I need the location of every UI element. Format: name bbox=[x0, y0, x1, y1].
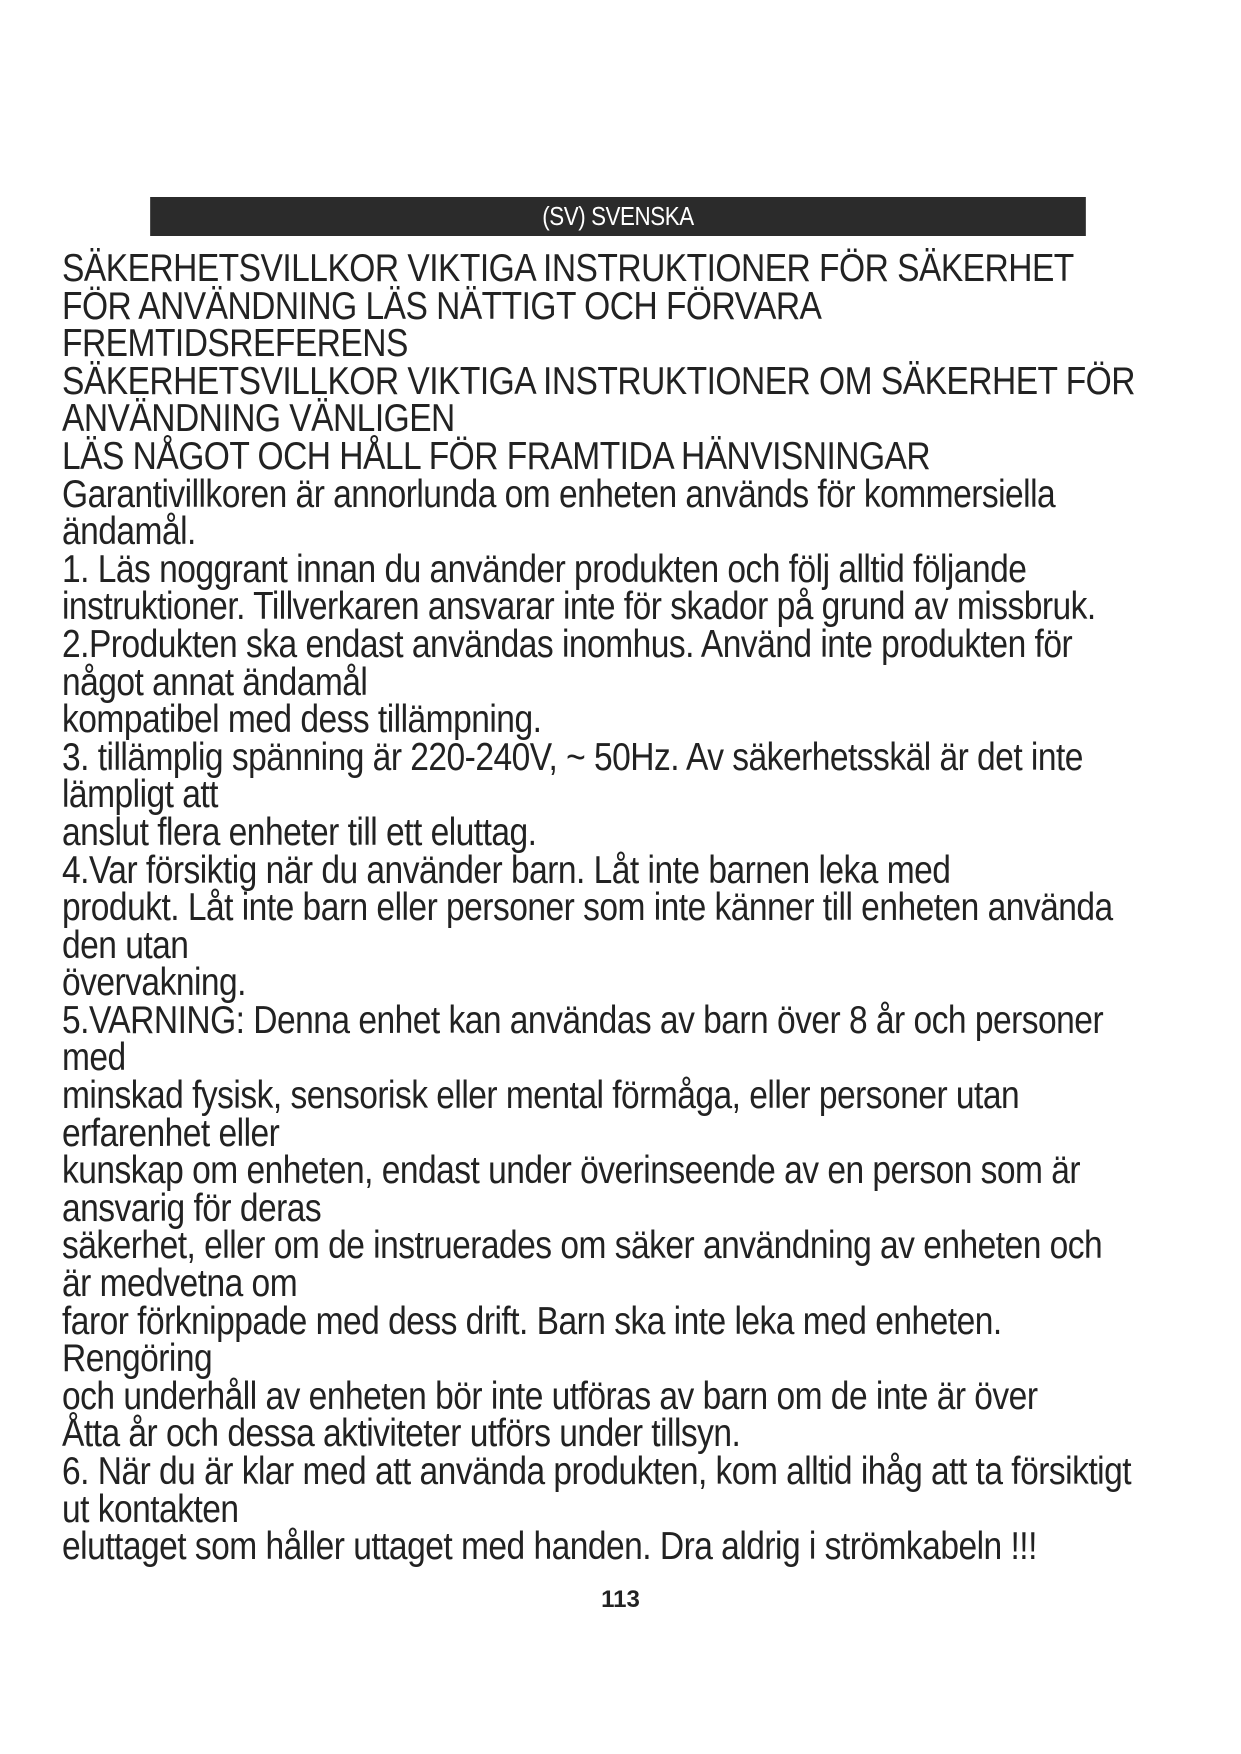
text-line: övervakning. bbox=[62, 961, 246, 1005]
text-line: kunskap om enheten, endast under överinseende av en person som är bbox=[62, 1149, 1081, 1193]
text-line: ansvarig för deras bbox=[62, 1186, 322, 1230]
text-line: 6. När du är klar med att använda produkten, kom alltid ihåg att ta försiktigt bbox=[62, 1450, 1132, 1493]
text-line: 3. tillämplig spänning är 220-240V, ~ 50Hz. Av säkerhetsskäl är det inte bbox=[62, 735, 1083, 779]
text-line: erfarenhet eller bbox=[62, 1111, 280, 1155]
text-line: anslut flera enheter till ett eluttag. bbox=[62, 810, 537, 854]
text-line: lämpligt att bbox=[62, 773, 218, 817]
text-line: säkerhet, eller om de instruerades om säker användning av enheten och bbox=[62, 1224, 1103, 1268]
text-line: LÄS NÅGOT OCH HÅLL FÖR FRAMTIDA HÄNVISNINGAR bbox=[62, 434, 931, 478]
text-line: Åtta år och dessa aktiviteter utförs under tillsyn. bbox=[62, 1412, 741, 1456]
text-line: ANVÄNDNING VÄNLIGEN bbox=[62, 397, 455, 441]
page-number: 113 bbox=[601, 1586, 640, 1613]
text-line: 1. Läs noggrant innan du använder produkten och följ alltid följande bbox=[62, 547, 1027, 591]
text-line: och underhåll av enheten bör inte utföras av barn om de inte är över bbox=[62, 1374, 1038, 1418]
text-line: minskad fysisk, sensorisk eller mental förmåga, eller personer utan bbox=[62, 1074, 1020, 1118]
text-line: Garantivillkoren är annorlunda om enheten används för kommersiella bbox=[62, 472, 1056, 516]
safety-instructions-text bbox=[62, 247, 1182, 1569]
text-line: 4.Var försiktig när du använder barn. Låt inte barnen leka med bbox=[62, 848, 951, 892]
text-line: faror förknippade med dess drift. Barn ska inte leka med enheten. bbox=[62, 1299, 1002, 1343]
text-line: något annat ändamål bbox=[62, 660, 368, 704]
text-line: med bbox=[62, 1036, 126, 1080]
text-line: FÖR ANVÄNDNING LÄS NÄTTIGT OCH FÖRVARA bbox=[62, 284, 822, 328]
text-line: är medvetna om bbox=[62, 1262, 298, 1306]
text-line: den utan bbox=[62, 923, 189, 967]
text-line: Rengöring bbox=[62, 1337, 213, 1381]
text-line: kompatibel med dess tillämpning. bbox=[62, 698, 542, 742]
text-line: instruktioner. Tillverkaren ansvarar inte för skador på grund av missbruk. bbox=[62, 585, 1096, 629]
language-header-label: (SV) SVENSKA bbox=[542, 201, 694, 231]
text-line: 5.VARNING: Denna enhet kan användas av barn över 8 år och personer bbox=[62, 998, 1104, 1042]
text-line: produkt. Låt inte barn eller personer som inte känner till enheten använda bbox=[62, 886, 1113, 930]
text-line: SÄKERHETSVILLKOR VIKTIGA INSTRUKTIONER FÖR SÄKERHET bbox=[62, 247, 1074, 290]
text-line: ut kontakten bbox=[62, 1487, 239, 1531]
text-line: eluttaget som håller uttaget med handen. Dra aldrig i strömkabeln !!! bbox=[62, 1525, 1037, 1569]
language-header-bar bbox=[150, 197, 1086, 236]
text-line: 2.Produkten ska endast användas inomhus. Använd inte produkten för bbox=[62, 622, 1073, 666]
text-line: FREMTIDSREFERENS bbox=[62, 322, 408, 366]
text-line: SÄKERHETSVILLKOR VIKTIGA INSTRUKTIONER OM SÄKERHET FÖR bbox=[62, 359, 1135, 403]
text-line: ändamål. bbox=[62, 510, 196, 554]
